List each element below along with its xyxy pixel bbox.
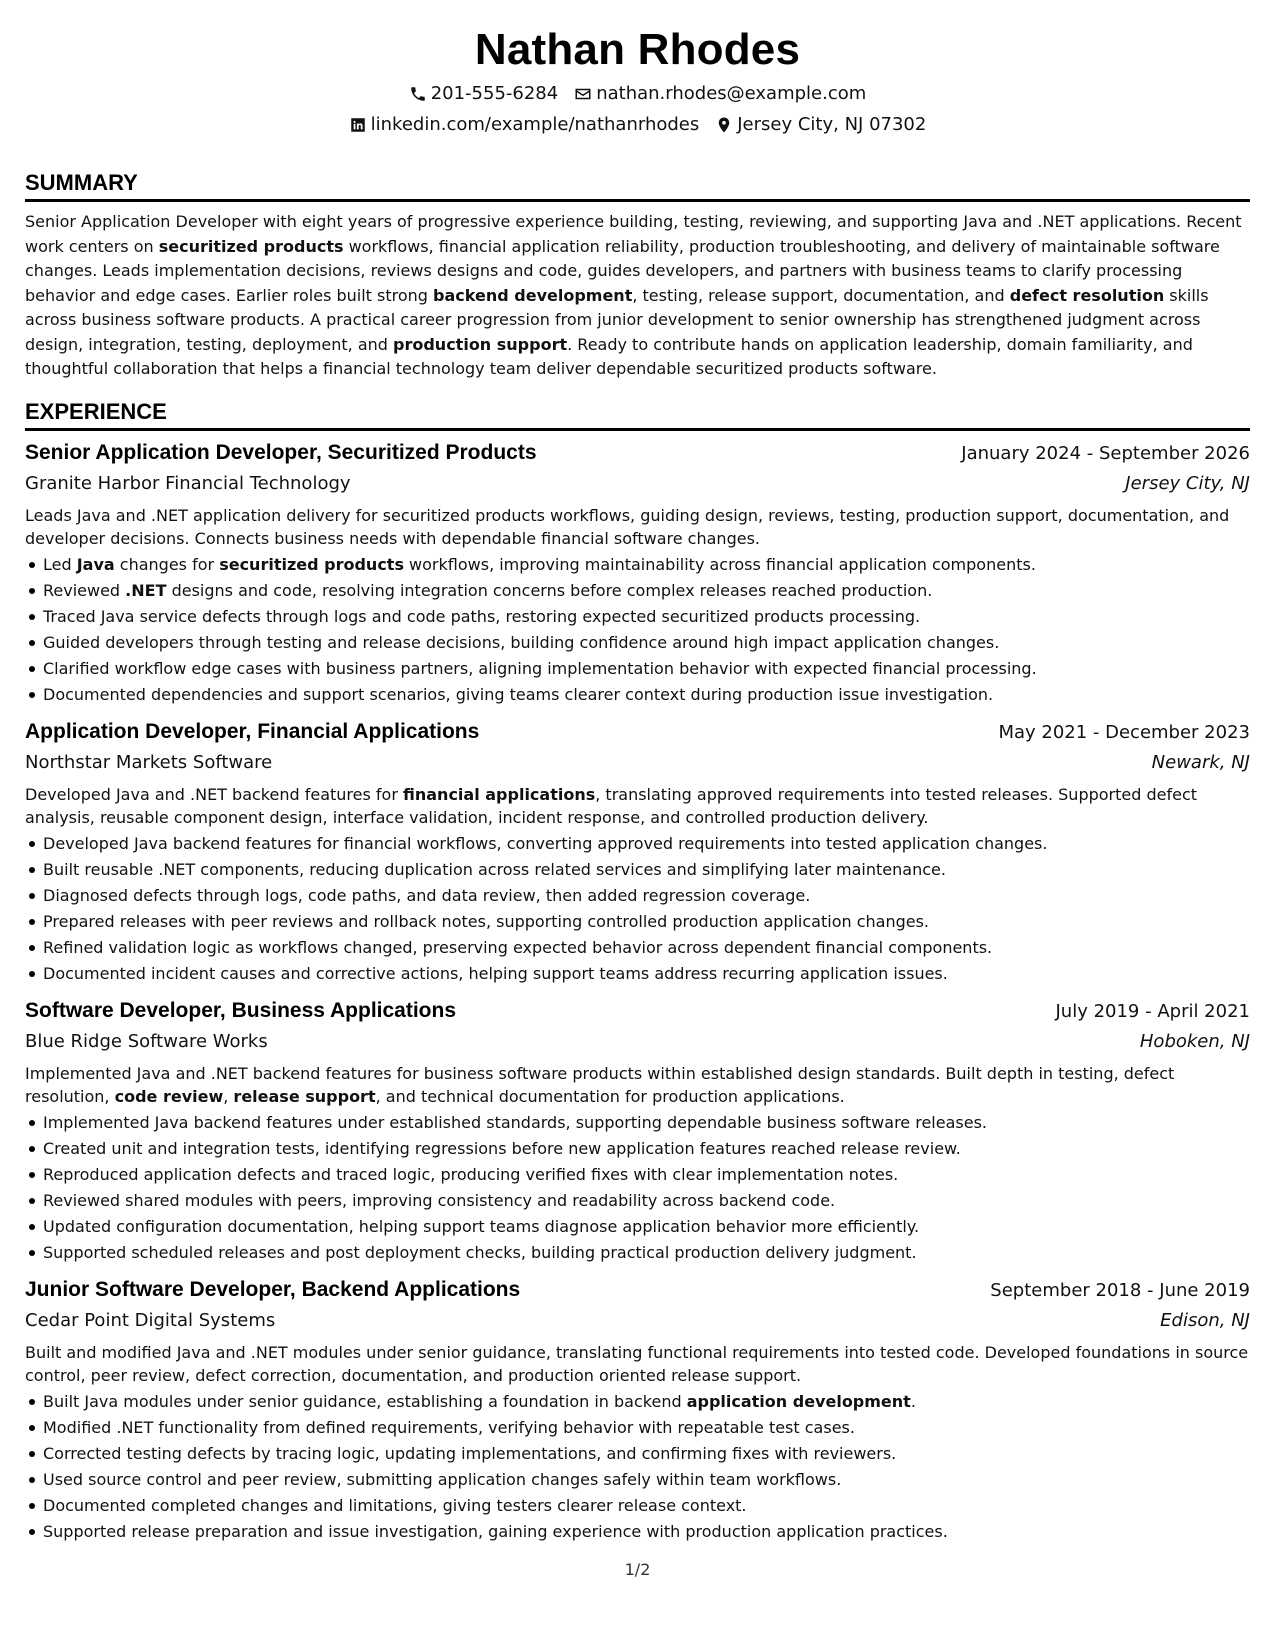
experience-list — [25, 439, 1250, 1545]
job-description: Developed Java and .NET backend features for financial applications, translating approved requirements into tested releases. Supported defect analysis, reusable component design, interface validation, incident response, and controlled production delivery. — [25, 784, 1198, 827]
bold-keyword: securitized products — [158, 236, 344, 256]
section-divider — [25, 199, 1250, 202]
company-name: Northstar Markets Software — [25, 751, 273, 773]
bullet-item: Corrected testing defects by tracing logic, updating implementations, and confirming fixes with reviewers. — [25, 1441, 1250, 1467]
location-text: Jersey City, NJ 07302 — [737, 114, 927, 135]
bullet-item: Traced Java service defects through logs and code paths, restoring expected securitized products processing. — [25, 604, 1250, 630]
company-row — [25, 470, 1250, 498]
resume-page — [25, 22, 1250, 1545]
bullet-item: Used source control and peer review, submitting application changes safely within team workflows. — [25, 1467, 1250, 1493]
bold-keyword: defect resolution — [1009, 285, 1165, 305]
summary-heading: SUMMARY — [25, 170, 138, 195]
email-text: nathan.rhodes@example.com — [596, 83, 867, 104]
job-entry — [25, 997, 1250, 1266]
bold-keyword: release support — [233, 1087, 376, 1106]
bold-keyword: securitized products — [219, 554, 404, 574]
job-title: Software Developer, Business Applications — [25, 998, 457, 1022]
bold-keyword: code review — [114, 1087, 224, 1106]
bullet-item: Updated configuration documentation, helping support teams diagnose application behavior more efficiently. — [25, 1214, 1250, 1240]
contact-row-1 — [25, 82, 1250, 106]
bullet-item: Documented completed changes and limitations, giving testers clearer release context. — [25, 1493, 1250, 1519]
bullet-item: Prepared releases with peer reviews and rollback notes, supporting controlled production application changes. — [25, 909, 1250, 935]
bold-keyword: financial applications — [403, 784, 596, 804]
bold-keyword: .NET — [125, 580, 167, 600]
bold-keyword: application development — [686, 1391, 911, 1411]
phone-text: 201-555-6284 — [430, 83, 559, 104]
bullet-item: Reviewed .NET designs and code, resolving integration concerns before complex releases reached production. — [25, 578, 1250, 604]
job-bullets — [25, 1389, 1250, 1545]
bullet-item: Documented dependencies and support scenarios, giving teams clearer context during production issue investigation. — [25, 682, 1250, 708]
summary-text: Senior Application Developer with eight years of progressive experience building, testing, reviewing, and supporting Java and .NET applications. Recent work centers on securitized products workflows, financial application reliability, production troubleshooting, and delivery of maintainable software changes. Leads implementation decisions, reviews designs and code, guides developers, and partners with business teams to clarify processing behavior and edge cases. Earlier roles built strong backend development, testing, release support, documentation, and defect resolution skills across business software products. A practical career progression from junior development to senior ownership has strengthened judgment across design, integration, testing, deployment, and production support. Ready to contribute hands on application leadership, domain familiarity, and thoughtful collaboration that helps a financial technology team deliver dependable securitized products software. — [25, 212, 1242, 378]
phone-contact — [409, 82, 559, 106]
bullet-item: Reproduced application defects and traced logic, producing verified fixes with clear implementation notes. — [25, 1162, 1250, 1188]
envelope-icon — [574, 85, 592, 103]
bullet-item: Modified .NET functionality from defined requirements, verifying behavior with repeatable test cases. — [25, 1415, 1250, 1441]
bullet-item: Diagnosed defects through logs, code paths, and data review, then added regression coverage. — [25, 883, 1250, 909]
bullet-item: Led Java changes for securitized products workflows, improving maintainability across financial application components. — [25, 552, 1250, 578]
bullet-item: Supported scheduled releases and post deployment checks, building practical production delivery judgment. — [25, 1240, 1250, 1266]
job-title: Junior Software Developer, Backend Applications — [25, 1277, 521, 1301]
bold-keyword: Java — [76, 554, 115, 574]
job-description: Built and modified Java and .NET modules under senior guidance, translating functional requirements into tested code. Developed foundations in source control, peer review, defect correction, documentation, and production oriented release support. — [25, 1342, 1249, 1385]
map-pin-icon — [715, 116, 733, 134]
company-name: Blue Ridge Software Works — [25, 1030, 268, 1052]
bullet-item: Built reusable .NET components, reducing duplication across related services and simplifying later maintenance. — [25, 857, 1250, 883]
bullet-item: Reviewed shared modules with peers, improving consistency and readability across backend code. — [25, 1188, 1250, 1214]
linkedin-icon — [349, 116, 367, 134]
job-location: Jersey City, NJ — [1125, 472, 1250, 494]
bullet-item: Refined validation logic as workflows changed, preserving expected behavior across dependent financial components. — [25, 935, 1250, 961]
job-bullets — [25, 1110, 1250, 1266]
job-entry — [25, 439, 1250, 708]
job-title: Application Developer, Financial Applications — [25, 719, 480, 743]
candidate-name: Nathan Rhodes — [474, 25, 801, 74]
job-header — [25, 439, 1250, 468]
job-dates: May 2021 - December 2023 — [998, 721, 1250, 743]
job-bullets — [25, 552, 1250, 708]
email-contact[interactable] — [574, 82, 866, 106]
company-name: Cedar Point Digital Systems — [25, 1309, 276, 1331]
job-dates: September 2018 - June 2019 — [990, 1279, 1250, 1301]
bullet-item: Developed Java backend features for financial workflows, converting approved requirements into tested application changes. — [25, 831, 1250, 857]
linkedin-text: linkedin.com/example/nathanrhodes — [370, 114, 700, 135]
job-dates: July 2019 - April 2021 — [1055, 1000, 1250, 1022]
bullet-item: Built Java modules under senior guidance, establishing a foundation in backend application development. — [25, 1389, 1250, 1415]
linkedin-contact[interactable] — [349, 113, 700, 137]
job-entry — [25, 1276, 1250, 1545]
job-location: Edison, NJ — [1160, 1309, 1250, 1331]
bullet-item: Created unit and integration tests, identifying regressions before new application features reached release review. — [25, 1136, 1250, 1162]
bullet-item: Guided developers through testing and release decisions, building confidence around high impact application changes. — [25, 630, 1250, 656]
bullet-item: Supported release preparation and issue investigation, gaining experience with production application practices. — [25, 1519, 1250, 1545]
company-name: Granite Harbor Financial Technology — [25, 472, 351, 494]
job-header — [25, 997, 1250, 1026]
phone-icon — [409, 85, 427, 103]
bullet-item: Clarified workflow edge cases with business partners, aligning implementation behavior with expected financial processing. — [25, 656, 1250, 682]
bullet-item: Documented incident causes and corrective actions, helping support teams address recurring application issues. — [25, 961, 1250, 987]
company-row — [25, 749, 1250, 777]
experience-heading: EXPERIENCE — [25, 398, 167, 424]
location-contact — [715, 113, 926, 137]
contact-row-2 — [25, 113, 1250, 137]
job-description: Leads Java and .NET application delivery for securitized products workflows, guiding design, reviews, testing, production support, documentation, and developer decisions. Connects business needs with dependable financial software changes. — [25, 505, 1230, 548]
bold-keyword: backend development — [433, 285, 633, 305]
company-row — [25, 1307, 1250, 1335]
bold-keyword: production support — [393, 334, 568, 354]
job-location: Newark, NJ — [1151, 751, 1250, 773]
company-row — [25, 1028, 1250, 1056]
page-number: 1/2 — [624, 1560, 651, 1579]
section-divider — [25, 428, 1250, 431]
job-header — [25, 1276, 1250, 1305]
job-header — [25, 718, 1250, 747]
job-bullets — [25, 831, 1250, 987]
job-entry — [25, 718, 1250, 987]
job-description: Implemented Java and .NET backend features for business software products within established design standards. Built depth in testing, defect resolution, code review, release support, and technical documentation for production applications. — [25, 1063, 1175, 1106]
bullet-item: Implemented Java backend features under established standards, supporting dependable business software releases. — [25, 1110, 1250, 1136]
job-title: Senior Application Developer, Securitized Products — [25, 440, 537, 464]
job-location: Hoboken, NJ — [1139, 1030, 1250, 1052]
job-dates: January 2024 - September 2026 — [961, 442, 1250, 464]
